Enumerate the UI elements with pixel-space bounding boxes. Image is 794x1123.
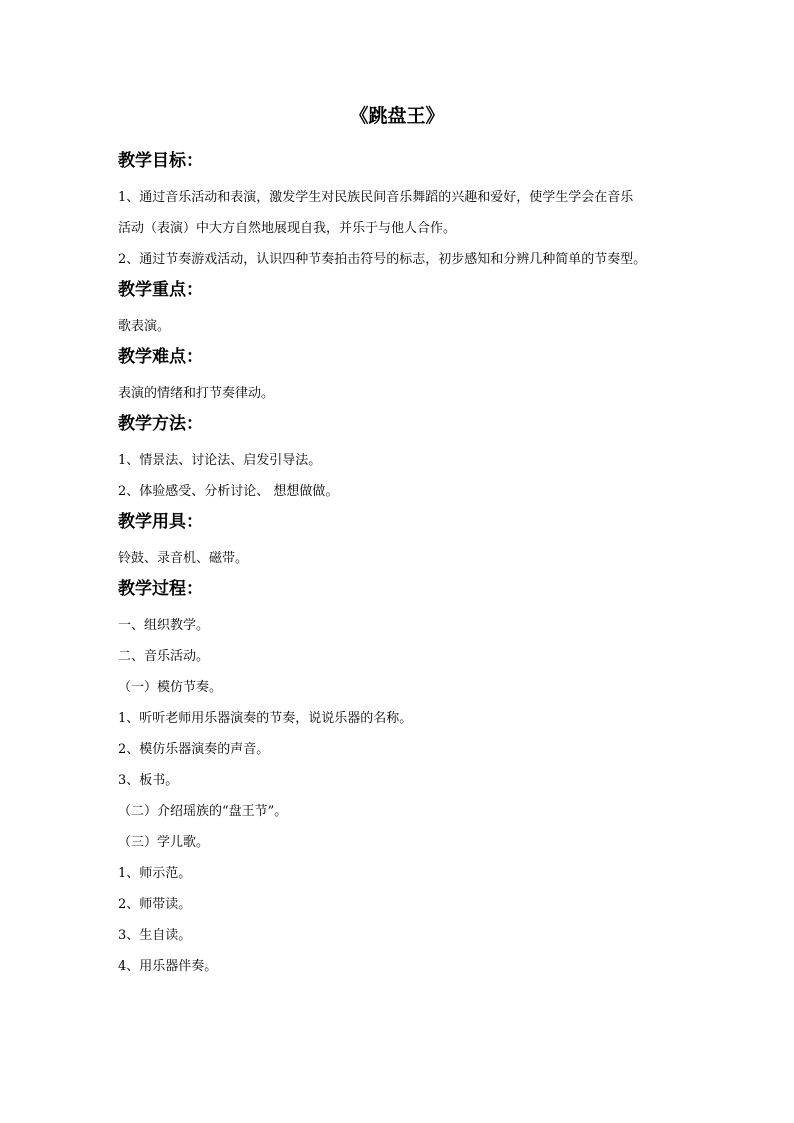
section-process [118, 574, 688, 982]
document-title: 《跳盘王》 [349, 105, 445, 127]
section-key-points [118, 275, 688, 342]
paragraph-line: 4、用乐器伴奏。 [118, 959, 218, 974]
paragraph-line: 表演的情绪和打节奏律动。 [118, 386, 275, 401]
paragraph-line: 2、通过节奏游戏活动，认识四种节奏拍击符号的标志，初步感知和分辨几种简单的节奏型。 [118, 252, 647, 267]
section-heading: 教学过程： [118, 579, 203, 599]
section-difficulties [118, 342, 688, 409]
paragraph-line: 2、体验感受、分析讨论、 想想做做。 [118, 484, 339, 499]
paragraph-line: 二、音乐活动。 [118, 649, 210, 664]
paragraph-line: 1、师示范。 [118, 866, 192, 881]
section-objectives [118, 146, 688, 275]
paragraph-line: 铃鼓、录音机、磁带。 [118, 551, 249, 566]
section-heading: 教学用具： [118, 512, 203, 532]
section-heading: 教学重点： [118, 280, 203, 300]
document-body [118, 146, 688, 982]
section-methods [118, 409, 688, 507]
paragraph-line: 1、通过音乐活动和表演，激发学生对民族民间音乐舞蹈的兴趣和爱好，使学生学会在音乐 [118, 190, 634, 205]
section-tools [118, 507, 688, 574]
paragraph-line: 1、情景法、讨论法、启发引导法。 [118, 453, 322, 468]
paragraph-line: （一）模仿节奏。 [118, 680, 223, 695]
paragraph-line: 3、板书。 [118, 773, 179, 788]
paragraph-line: 活动（表演）中大方自然地展现自我，并乐于与他人合作。 [118, 221, 457, 236]
section-heading: 教学难点： [118, 347, 203, 367]
paragraph-line: 3、生自读。 [118, 928, 192, 943]
paragraph-line: （三）学儿歌。 [118, 835, 210, 850]
paragraph-line: （二）介绍瑶族的“盘王节”。 [118, 804, 288, 819]
section-heading: 教学目标： [118, 151, 203, 171]
section-heading: 教学方法： [118, 414, 203, 434]
paragraph-line: 歌表演。 [118, 319, 171, 334]
paragraph-line: 1、听听老师用乐器演奏的节奏，说说乐器的名称。 [118, 711, 413, 726]
paragraph-line: 2、师带读。 [118, 897, 192, 912]
paragraph-line: 一、组织教学。 [118, 618, 210, 633]
paragraph-line: 2、模仿乐器演奏的声音。 [118, 742, 270, 757]
